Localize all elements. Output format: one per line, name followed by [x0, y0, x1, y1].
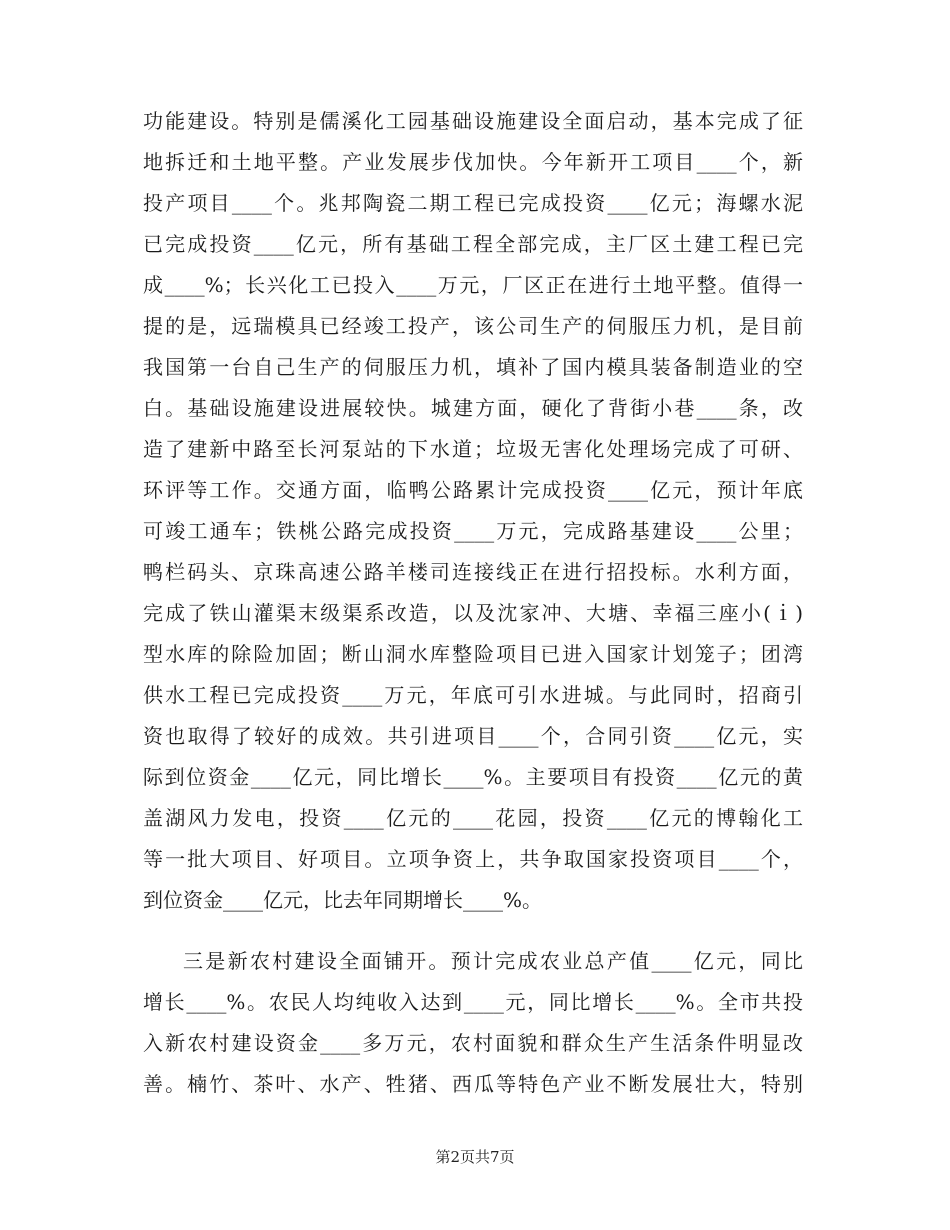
text-line: 到位资金____亿元，比去年同期增长____%。 — [143, 888, 543, 912]
text-line: 成____%；长兴化工已投入____万元，厂区正在进行土地平整。值得一 — [143, 273, 803, 297]
text-line: 提的是，远瑞模具已经竣工投产，该公司生产的伺服压力机，是目前 — [143, 314, 803, 338]
text-line: 鸭栏码头、京珠高速公路羊楼司连接线正在进行招投标。水利方面， — [143, 560, 803, 584]
text-line: 投产项目____个。兆邦陶瓷二期工程已完成投资____亿元；海螺水泥 — [143, 191, 803, 215]
text-line: 型水库的除险加固；断山洞水库整险项目已进入国家计划笼子；团湾 — [143, 642, 803, 666]
text-line: 造了建新中路至长河泵站的下水道；垃圾无害化处理场完成了可研、 — [143, 437, 803, 461]
text-line: 际到位资金____亿元，同比增长____%。主要项目有投资____亿元的黄 — [143, 765, 803, 789]
text-line: 善。楠竹、茶叶、水产、牲猪、西瓜等特色产业不断发展壮大，特别 — [143, 1072, 803, 1096]
text-line: 盖湖风力发电，投资____亿元的____花园，投资____亿元的博翰化工 — [143, 806, 803, 830]
paragraph-2 — [143, 941, 803, 1105]
text-line: 白。基础设施建设进展较快。城建方面，硬化了背街小巷____条，改 — [143, 396, 803, 420]
page-number-footer: 第2页共7页 — [435, 1148, 515, 1166]
text-line: 供水工程已完成投资____万元，年底可引水进城。与此同时，招商引 — [143, 683, 803, 707]
text-line: 等一批大项目、好项目。立项争资上，共争取国家投资项目____个， — [143, 847, 803, 871]
text-line: 功能建设。特别是儒溪化工园基础设施建设全面启动，基本完成了征 — [143, 109, 803, 133]
text-line: 入新农村建设资金____多万元，农村面貌和群众生产生活条件明显改 — [143, 1031, 803, 1055]
text-line: 环评等工作。交通方面，临鸭公路累计完成投资____亿元，预计年底 — [143, 478, 803, 502]
text-line: 地拆迁和土地平整。产业发展步伐加快。今年新开工项目____个，新 — [143, 150, 803, 174]
paragraph-spacer — [143, 921, 803, 941]
paragraph-1 — [143, 101, 803, 921]
text-line: 完成了铁山灌渠末级渠系改造，以及沈家冲、大塘、幸福三座小(ｉ) — [143, 601, 803, 625]
text-line: 我国第一台自己生产的伺服压力机，填补了国内模具装备制造业的空 — [143, 355, 803, 379]
text-line: 已完成投资____亿元，所有基础工程全部完成，主厂区土建工程已完 — [143, 232, 803, 256]
text-line: 资也取得了较好的成效。共引进项目____个，合同引资____亿元，实 — [143, 724, 803, 748]
text-line: 增长____%。农民人均纯收入达到____元，同比增长____%。全市共投 — [143, 990, 803, 1014]
body-text — [143, 101, 803, 1105]
text-line: 三是新农村建设全面铺开。预计完成农业总产值____亿元，同比 — [183, 949, 803, 973]
text-line: 可竣工通车；铁桃公路完成投资____万元，完成路基建设____公里； — [143, 519, 803, 543]
